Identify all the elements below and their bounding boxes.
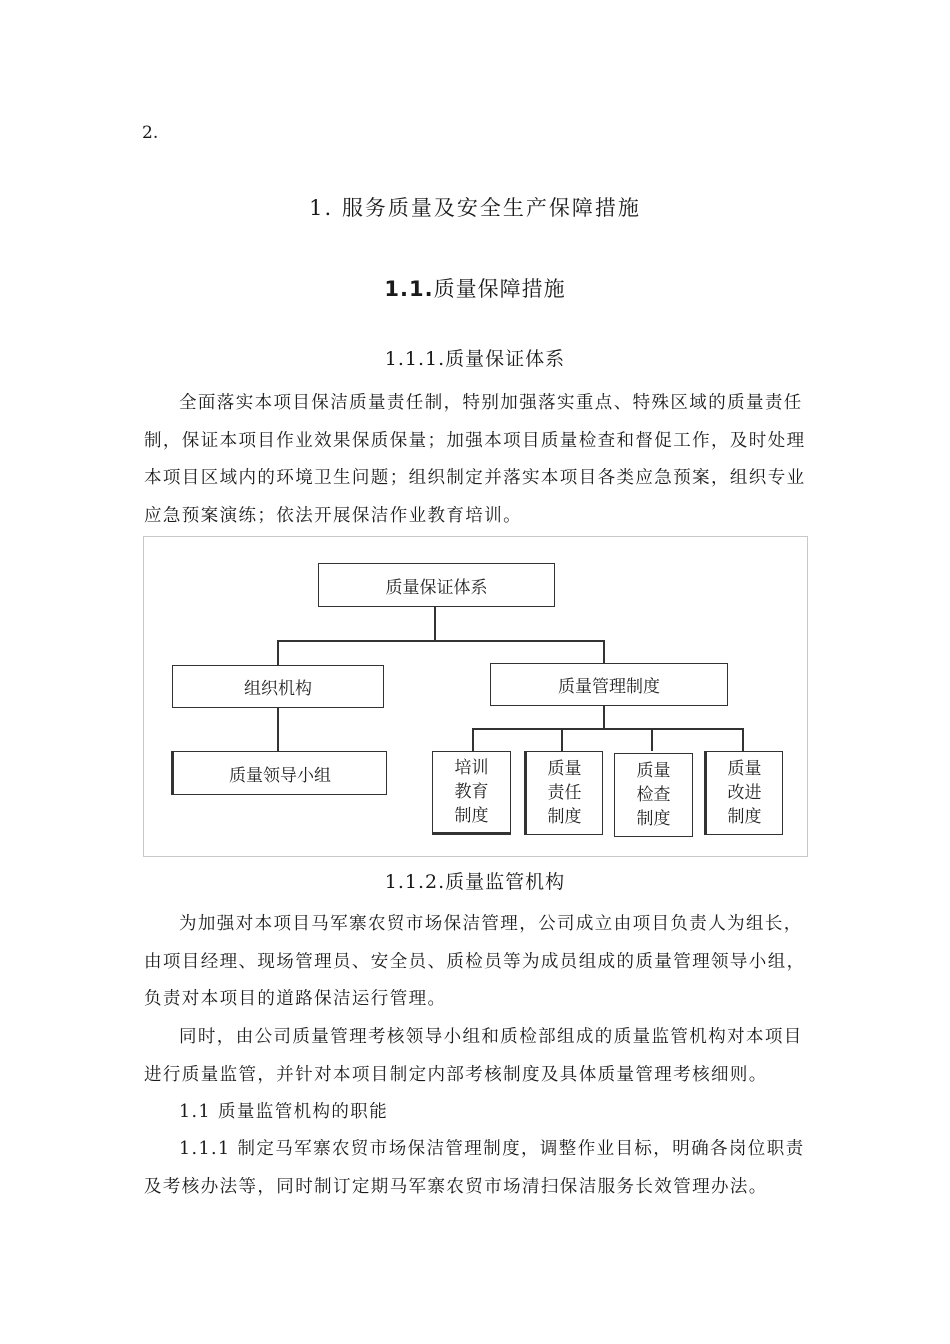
chart-node-quality-leadership-group: 质量领导小组 bbox=[171, 751, 387, 795]
chart-node-line: 检查 bbox=[636, 785, 671, 805]
chart-node-line: 制度 bbox=[547, 807, 582, 827]
chart-node-inspection-system bbox=[614, 753, 693, 837]
connector bbox=[472, 728, 744, 730]
chart-node-line: 改进 bbox=[727, 783, 762, 803]
chart-node-line: 培训 bbox=[454, 758, 489, 778]
connector bbox=[603, 640, 605, 665]
chart-node-line: 制度 bbox=[454, 806, 489, 826]
connector bbox=[277, 640, 279, 665]
section-title: 质量保障措施 bbox=[433, 277, 566, 301]
chapter-heading: 1. 服务质量及安全生产保障措施 bbox=[309, 196, 641, 220]
chart-node-line: 教育 bbox=[454, 782, 489, 802]
item-functions-heading: 1.1 质量监管机构的职能 bbox=[179, 1102, 389, 1122]
connector bbox=[742, 728, 744, 751]
connector bbox=[561, 728, 563, 751]
section-heading bbox=[0, 273, 950, 303]
chart-node-organization: 组织机构 bbox=[172, 665, 384, 708]
connector bbox=[277, 640, 605, 642]
chart-node-training-system bbox=[432, 751, 511, 835]
chart-node-line: 制度 bbox=[636, 809, 671, 829]
subsection-heading-supervision: 1.1.2.质量监管机构 bbox=[384, 871, 566, 893]
connector bbox=[472, 728, 474, 751]
org-chart bbox=[143, 536, 808, 857]
chart-node-line: 质量 bbox=[636, 761, 671, 781]
page-number: 2. bbox=[142, 123, 159, 143]
connector bbox=[603, 706, 605, 729]
subsection-heading-quality-system: 1.1.1.质量保证体系 bbox=[384, 348, 566, 370]
section-number: 1.1. bbox=[384, 277, 434, 301]
paragraph-supervision-2: 同时，由公司质量管理考核领导小组和质检部组成的质量监管机构对本项目进行质量监管，并针对本项目制定内部考核制度及具体质量管理考核细则。 bbox=[144, 1027, 803, 1085]
item-functions-1: 1.1.1 制定马军寨农贸市场保洁管理制度，调整作业目标，明确各岗位职责及考核办法等，同时制订定期马军寨农贸市场清扫保洁服务长效管理办法。 bbox=[144, 1139, 805, 1197]
chart-node-quality-management-system: 质量管理制度 bbox=[490, 663, 728, 706]
paragraph-supervision-1: 为加强对本项目马军寨农贸市场保洁管理，公司成立由项目负责人为组长，由项目经理、现场管理员、安全员、质检员等为成员组成的质量管理领导小组，负责对本项目的道路保洁运行管理。 bbox=[144, 914, 806, 1009]
connector bbox=[651, 728, 653, 751]
chart-node-line: 制度 bbox=[727, 807, 762, 827]
connector bbox=[277, 708, 279, 751]
chart-node-line: 质量 bbox=[727, 759, 762, 779]
chart-node-improvement-system bbox=[704, 751, 783, 835]
chart-node-root: 质量保证体系 bbox=[318, 563, 555, 607]
chart-node-line: 质量 bbox=[547, 759, 582, 779]
connector bbox=[434, 607, 436, 641]
chart-node-line: 责任 bbox=[547, 783, 582, 803]
paragraph-quality-system: 全面落实本项目保洁质量责任制，特别加强落实重点、特殊区域的质量责任制，保证本项目作业效果保质保量；加强本项目质量检查和督促工作，及时处理本项目区域内的环境卫生问题；组织制定并落实本项目各类应急预案，组织专业应急预案演练；依法开展保洁作业教育培训。 bbox=[144, 393, 806, 526]
chart-node-responsibility-system bbox=[524, 751, 603, 835]
